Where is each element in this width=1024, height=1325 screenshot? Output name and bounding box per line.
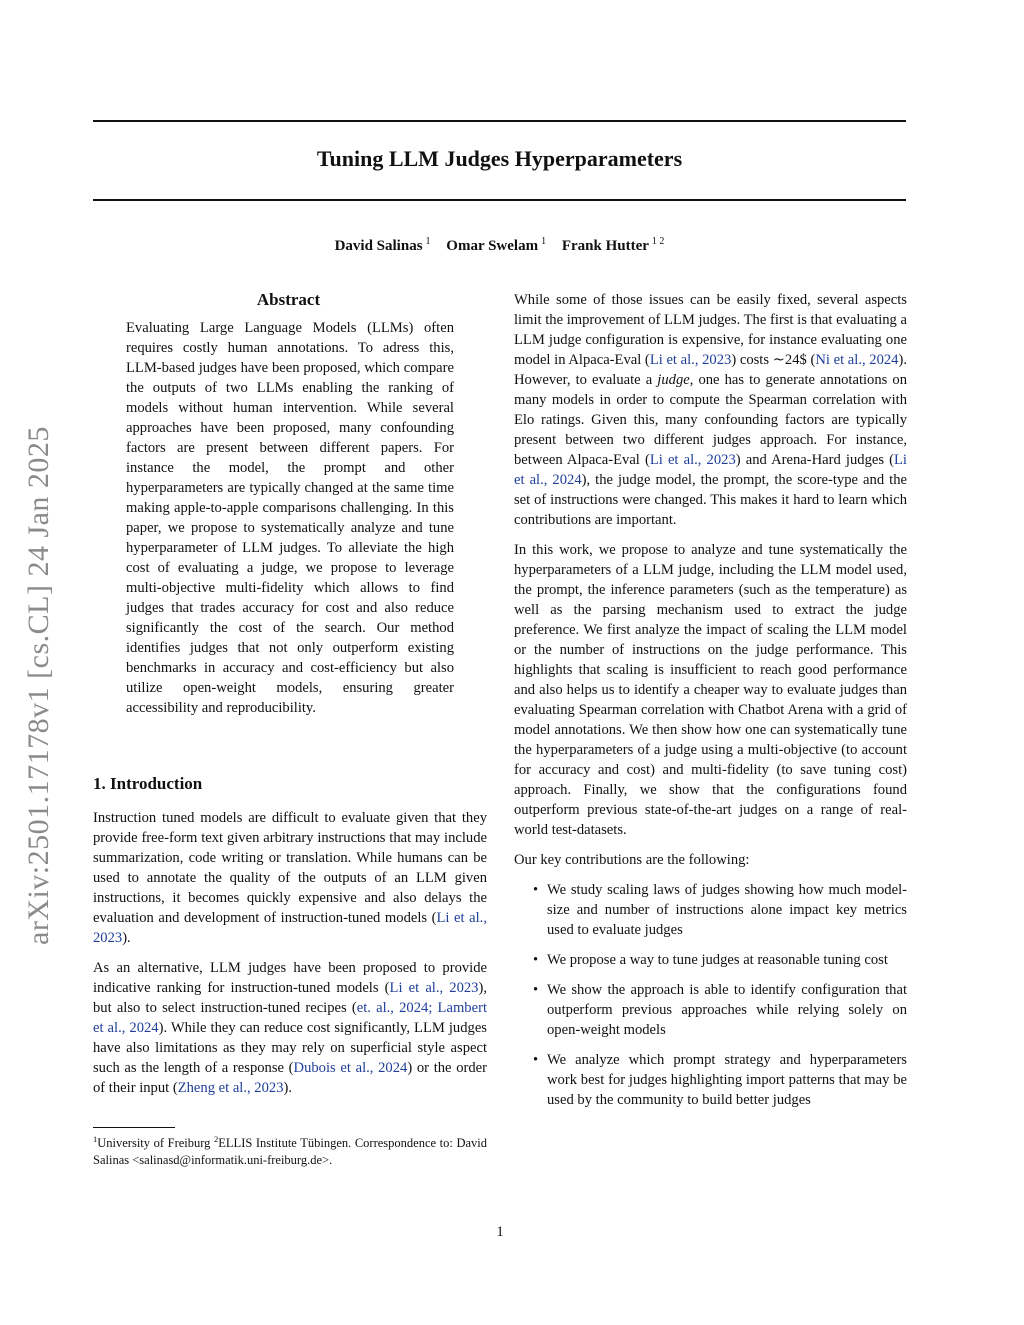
bullet-icon: • [533,952,539,968]
contributions-intro: Our key contributions are the following: [514,852,750,868]
author-3: Frank Hutter $^{1 2}$ [561,236,665,254]
right-column-body [514,290,907,1120]
citation-link[interactable]: Dubois et al., 2024 [293,1060,408,1076]
citation-link[interactable]: Li et al., 2023 [649,352,732,368]
bullet-icon: • [533,1052,539,1068]
intro-paragraph-2: As an alternative, LLM judges have been proposed to provide indicative ranking for instruction-tuned models (Li et al., 2023), but also to select instruction-tuned recipes (et. al., 2024; Lambert et al., 2024). While they can reduce cost significantly, LLM judges have also limitations as they may rely on superficial style aspect such as the length of a response (Dubois et al., 2024) or the order of their input (Zheng et al., 2023). [93,960,487,1096]
citation-link[interactable]: Li et al., 2023 [649,452,736,468]
list-item: • We analyze which prompt strategy and hyperparameters work best for judges highlighting import patterns that may be used by the community to build better judges [533,1052,907,1108]
citation-link[interactable]: Ni et al., 2024 [815,352,899,368]
author-1: David Salinas $^1$ [334,236,431,254]
abstract-heading: Abstract [256,290,321,309]
citation-link[interactable]: Li et al., 2023 [93,910,487,946]
list-item: • We propose a way to tune judges at reasonable tuning cost [533,952,888,968]
left-column-body [93,808,487,1108]
citation-link[interactable]: Li et al., 2023 [389,980,479,996]
introduction-heading: 1. Introduction [93,774,203,793]
title-bottom-rule [93,199,906,201]
affiliation-footnote: $^1$University of Freiburg $^2$ELLIS Institute Tübingen. Correspondence to: David Salinas <salinasd@informatik.uni-freiburg.de>. [93,1134,487,1168]
arxiv-sidebar-stamp[interactable]: arXiv:2501.17178v1 [cs.CL] 24 Jan 2025 [22,426,55,945]
paper-title: Tuning LLM Judges Hyperparameters [316,146,683,171]
right-paragraph-2: In this work, we propose to analyze and tune systematically the hyperparameters of a LLM judge, including the LLM model used, the prompt, the inference parameters (such as the temperature) as well as the parsing mechanism used to extract the judge preference. We first analyze the impact of scaling the LLM model or the number of instructions on the judge performance. This highlights that scaling is insufficient to reach good performance and also helps us to identify a cheaper way to evaluate judges than evaluating Spearman correlation with Chatbot Arena with a grid of model annotations. We then show how one can systematically tune the hyperparameters of a judge using a multi-objective (to account for accuracy and cost) and multi-fidelity (to save tuning cost) approach. Finally, we show that the configurations found outperform previous state-of-the-art judges on a range of real-world test-datasets. [514,542,907,838]
footnote-rule [93,1127,175,1128]
page-number: 1 [496,1224,504,1240]
citation-link[interactable]: Zheng et al., 2023 [177,1080,284,1096]
bullet-icon: • [533,882,539,898]
intro-paragraph-1: Instruction tuned models are difficult to evaluate given that they provide free-form text given arbitrary instructions that may include summarization, code writing or translation. While humans can be used to annotate the quality of the outputs of an LLM given instructions, it becomes quickly expensive and also delays the evaluation and development of instruction-tuned models (Li et al., 2023). [93,810,487,946]
bullet-icon: • [533,982,539,998]
list-item: • We show the approach is able to identify configuration that outperform previous approaches while relying solely on open-weight models [533,982,907,1038]
right-paragraph-1: While some of those issues can be easily fixed, several aspects limit the improvement of LLM judges. The first is that evaluating a LLM judge configuration is expensive, for instance evaluating one model in Alpaca-Eval (Li et al., 2023) costs ∼24$ (Ni et al., 2024). However, to evaluate a judge, one has to generate annotations on many models in order to compute the Spearman correlation with Elo ratings. Given this, many confounding factors are typically present between two different judges approach. For instance, between Alpaca-Eval (Li et al., 2023) and Arena-Hard judges (Li et al., 2024), the judge model, the prompt, the score-type and the set of instructions were changed. This makes it hard to learn which contributions are important. [514,292,907,528]
contributions-list [514,880,907,1110]
author-list [93,236,906,255]
title-top-rule [93,120,906,122]
list-item: • We study scaling laws of judges showing how much model-size and number of instructions alone impact key metrics used to evaluate judges [533,882,907,938]
citation-link[interactable]: Li et al., 2024 [514,452,907,488]
author-2: Omar Swelam $^1$ [446,236,547,254]
citation-link[interactable]: et. al., 2024; Lambert et al., 2024 [93,1000,487,1036]
abstract-text: Evaluating Large Language Models (LLMs) often requires costly human annotations. To adress this, LLM-based judges have been proposed, which compare the outputs of two LLMs enabling the ranking of models without human intervention. While several approaches have been proposed, many confounding factors are present between different papers. For instance the model, the prompt and other hyperparameters are typically changed at the same time making apple-to-apple comparisons challenging. In this paper, we propose to systematically analyze and tune hyperparameter of LLM judges. To alleviate the high cost of evaluating a judge, we propose to leverage multi-objective multi-fidelity which allows to find judges that trades accuracy for cost and also reduce significantly the cost of the search. Our method identifies judges that not only outperform existing benchmarks in accuracy and cost-efficiency but also utilize open-weight models, ensuring greater accessibility and reproducibility. [126,320,454,716]
